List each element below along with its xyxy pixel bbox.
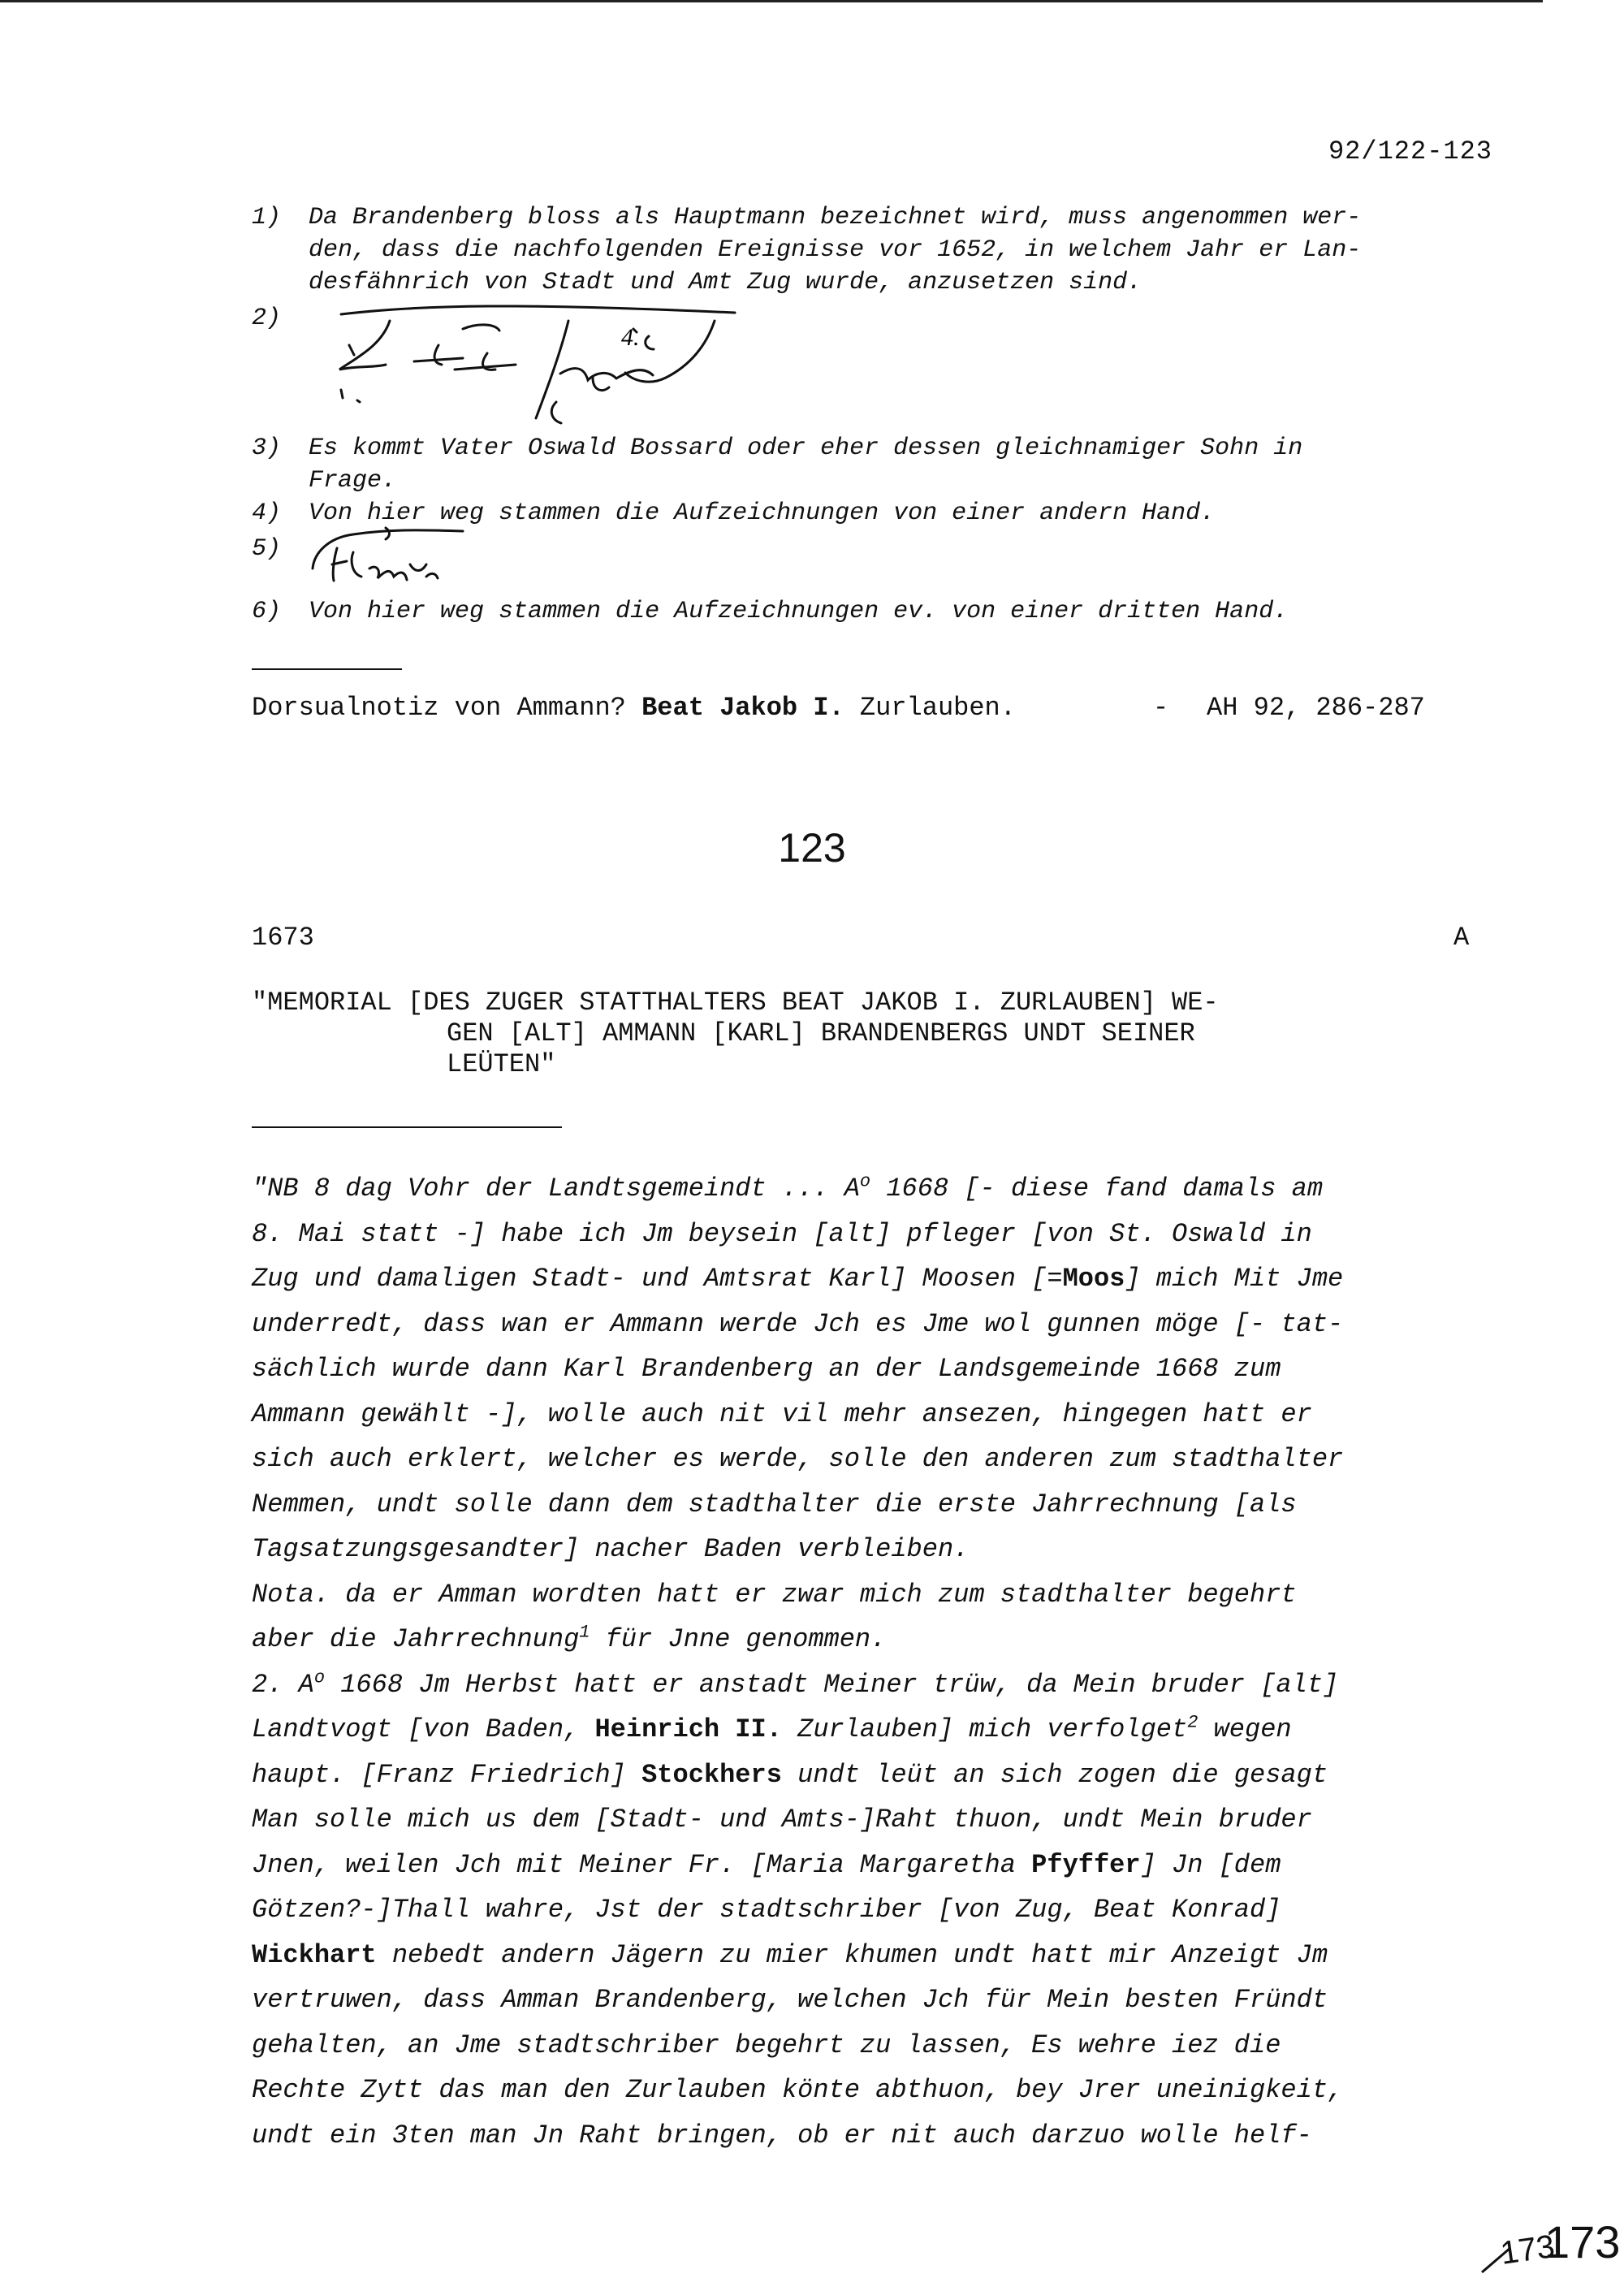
text-run: Zurlauben] mich verfolget <box>781 1714 1188 1744</box>
dorsual-suffix: Zurlauben. <box>844 693 1016 723</box>
footnote-line: Da Brandenberg bloss als Hauptmann bezeichnet wird, muss angenommen wer- <box>309 204 1362 231</box>
text-run: 8. Mai statt -] habe ich Jm beysein [alt] pfleger [von St. Oswald in <box>252 1218 1312 1249</box>
folio-stamp-small: 173 <box>1498 2228 1557 2272</box>
body-line <box>252 1347 1494 1392</box>
body-line <box>252 2068 1494 2113</box>
text-run: Man solle mich us dem [Stadt- und Amts-]Raht thuon, undt Mein bruder <box>252 1805 1312 1835</box>
text-run: Landtvogt [von Baden, <box>252 1714 595 1744</box>
body-line <box>252 1256 1494 1302</box>
superscript: o <box>313 1666 326 1688</box>
footnote-1-text <box>309 201 1494 299</box>
body-line <box>252 1617 1494 1662</box>
body-line <box>252 1482 1494 1528</box>
footnote-6-text: Von hier weg stammen die Aufzeichnungen ev. von einer dritten Hand. <box>309 598 1289 625</box>
body-line <box>252 1662 1494 1708</box>
footnote-3-number: 3) <box>252 434 282 462</box>
text-run: Götzen?-]Thall wahre, Jst der stadtschriber [von Zug, Beat Konrad] <box>252 1895 1281 1925</box>
document-number: 123 <box>778 825 846 871</box>
folio-stamp-large: 173 <box>1544 2216 1621 2267</box>
text-run: nebedt andern Jägern zu mier khumen undt hatt mir Anzeigt Jm <box>376 1939 1328 1970</box>
superscript: 2 <box>1187 1712 1199 1733</box>
separator-rule <box>252 668 402 670</box>
text-run: gehalten, an Jme stadtschriber begehrt zu lassen, Es wehre iez die <box>252 2029 1281 2060</box>
text-run: Nemmen, undt solle dann dem stadthalter die erste Jahrrechnung [als <box>252 1489 1297 1519</box>
body-line <box>252 1572 1494 1618</box>
superscript: 1 <box>579 1622 590 1643</box>
bold-name: Stockhers <box>641 1759 782 1790</box>
archive-reference: AH 92, 286-287 <box>1207 693 1425 723</box>
footnote-line: desfähnrich von Stadt und Amt Zug wurde, anzusetzen sind. <box>309 269 1142 296</box>
dorsual-dash: - <box>1153 693 1169 723</box>
body-line <box>252 1166 1494 1212</box>
text-run: 1668 [- diese fand damals am <box>870 1174 1324 1204</box>
body-line <box>252 1302 1494 1347</box>
document-title-line-3: LEÜTEN" <box>447 1049 556 1079</box>
footnote-line: den, dass die nachfolgenden Ereignisse vor 1652, in welchem Jahr er Lan- <box>309 236 1362 264</box>
text-run: Jnen, weilen Jch mit Meiner Fr. [Maria Margaretha <box>252 1849 1032 1880</box>
footnote-1-number: 1) <box>252 204 282 231</box>
text-run: undt leüt an sich zogen die gesagt <box>781 1759 1328 1790</box>
text-run: wegen <box>1198 1714 1292 1744</box>
dorsual-note <box>252 692 1016 724</box>
dorsual-name: Beat Jakob I. <box>641 693 844 723</box>
text-run: 1668 Jm Herbst hatt er anstadt Meiner trüw, da Mein bruder [alt] <box>325 1669 1339 1700</box>
text-run: ] mich Mit Jme <box>1125 1264 1344 1294</box>
handwritten-scribble-2 <box>325 296 747 430</box>
document-letter: A <box>1453 923 1470 953</box>
handwritten-scribble-5 <box>304 520 467 593</box>
body-line <box>252 1753 1494 1798</box>
text-run: haupt. [Franz Friedrich] <box>252 1759 642 1790</box>
bold-name: Pfyffer <box>1031 1849 1141 1880</box>
body-line <box>252 1212 1494 1257</box>
body-line <box>252 2023 1494 2068</box>
footnote-2-number: 2) <box>252 305 282 332</box>
text-run: aber die Jahrrechnung <box>252 1624 580 1654</box>
text-run: "NB 8 dag Vohr der Landtsgemeindt ... A <box>252 1174 860 1204</box>
text-run: 2. A <box>252 1669 314 1700</box>
scan-top-edge <box>0 0 1543 2</box>
text-run: ] Jn [dem <box>1140 1849 1281 1880</box>
text-run: Ammann gewählt -], wolle auch nit vil mehr ansezen, hingegen hatt er <box>252 1398 1312 1429</box>
text-run: sächlich wurde dann Karl Brandenberg an der Landsgemeinde 1668 zum <box>252 1354 1281 1384</box>
body-line <box>252 1392 1494 1437</box>
bold-name: Wickhart <box>252 1939 377 1970</box>
body-line <box>252 1527 1494 1572</box>
text-run: Rechte Zytt das man den Zurlauben könte abthuon, bey Jrer uneinigkeit, <box>252 2075 1344 2105</box>
body-line <box>252 1978 1494 2023</box>
superscript: o <box>859 1171 871 1192</box>
footnote-4-text: Von hier weg stammen die Aufzeichnungen von einer andern Hand. <box>309 499 1216 527</box>
text-run: sich auch erklert, welcher es werde, solle den anderen zum stadthalter <box>252 1444 1344 1474</box>
document-year: 1673 <box>252 923 314 953</box>
text-run: underredt, dass wan er Ammann werde Jch es Jme wol gunnen möge [- tat- <box>252 1308 1344 1339</box>
dorsual-prefix: Dorsualnotiz von Ammann? <box>252 693 642 723</box>
page-number: 92/122-123 <box>1328 136 1492 166</box>
footnote-6-number: 6) <box>252 598 282 625</box>
body-line <box>252 1797 1494 1843</box>
footnote-line: Es kommt Vater Oswald Bossard oder eher dessen gleichnamiger Sohn in <box>309 434 1303 462</box>
document-title-line-1: "MEMORIAL [DES ZUGER STATTHALTERS BEAT JAKOB I. ZURLAUBEN] WE- <box>252 988 1219 1018</box>
folio-stamp <box>1478 2207 1621 2280</box>
transcription-body <box>252 1166 1494 2158</box>
body-line <box>252 1707 1494 1753</box>
scribble-label: 4. <box>621 324 640 351</box>
text-run: Zug und damaligen Stadt- und Amtsrat Karl] Moosen [= <box>252 1264 1063 1294</box>
body-line <box>252 1843 1494 1888</box>
footnote-4-number: 4) <box>252 499 282 527</box>
footnote-line: Frage. <box>309 467 397 495</box>
body-line <box>252 1437 1494 1482</box>
title-separator-rule <box>252 1126 562 1128</box>
text-run: undt ein 3ten man Jn Raht bringen, ob er nit auch darzuo wolle helf- <box>252 2120 1312 2151</box>
text-run: Nota. da er Amman wordten hatt er zwar mich zum stadthalter begehrt <box>252 1579 1297 1610</box>
bold-name: Heinrich II. <box>594 1714 782 1744</box>
document-title-line-2: GEN [ALT] AMMANN [KARL] BRANDENBERGS UNDT SEINER <box>447 1018 1195 1048</box>
text-run: Tagsatzungsgesandter] nacher Baden verbleiben. <box>252 1534 970 1564</box>
footnote-3-text <box>309 432 1494 497</box>
footnote-5-number: 5) <box>252 535 282 563</box>
bold-name: Moos <box>1062 1264 1125 1294</box>
text-run: für Jnne genommen. <box>590 1624 887 1654</box>
body-line <box>252 1887 1494 1933</box>
body-line <box>252 2113 1494 2159</box>
body-line <box>252 1933 1494 1978</box>
text-run: vertruwen, dass Amman Brandenberg, welchen Jch für Mein besten Fründt <box>252 1985 1328 2015</box>
